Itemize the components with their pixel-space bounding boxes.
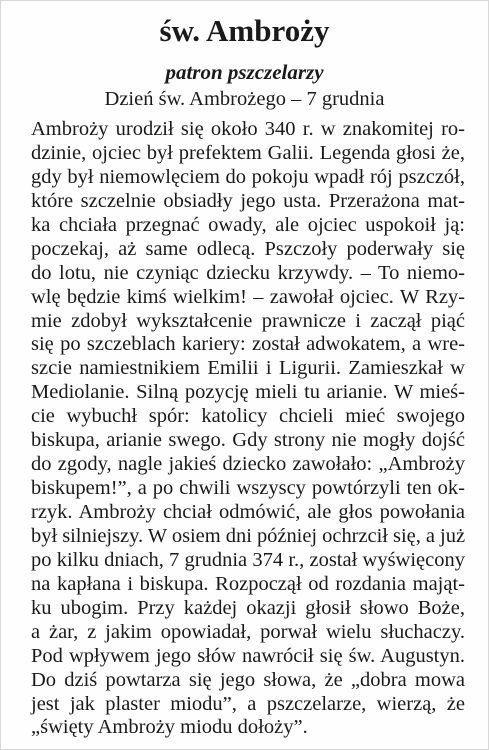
- text-line: biskupa, arianie swego. Gdy strony nie mogły dojść: [31, 429, 465, 452]
- text-line: do zgody, nagle jakieś dziecko zawołało: „Ambroży: [31, 453, 465, 476]
- body-text: [31, 118, 465, 740]
- text-line: wlę będzie kimś wielkim! – zawołał ojciec. W Rzy-: [31, 285, 465, 308]
- text-line: jest jak plaster miodu”, a pszczelarze, wierzą, że: [31, 692, 465, 715]
- text-line: po kilku dniach, 7 grudnia 374 r., został wyświęcony: [31, 548, 465, 571]
- text-line: cie wybuchł spór: katolicy chcieli mieć swojego: [31, 405, 465, 428]
- text-line: „święty Ambroży miodu dołoży”.: [31, 716, 308, 739]
- text-line: do lotu, nie czyniąc dziecku krzywdy. – To niemo-: [31, 261, 465, 284]
- text-line: ku ubogim. Przy każdej okazji głosił słowo Boże,: [31, 596, 465, 619]
- text-line: biskupem!”, a po chwili wszyscy powtórzyli ten ok-: [31, 477, 465, 500]
- text-line: był silniejszy. W osiem dni później ochrzcił się, a już: [31, 524, 466, 547]
- text-line: Pod wpływem jego słów nawrócił się św. Augustyn.: [31, 644, 465, 667]
- text-line: a żar, z jakim opowiadał, porwał wielu słuchaczy.: [31, 620, 465, 643]
- text-line: dzinie, ojciec był prefektem Galii. Legenda głosi że,: [31, 141, 465, 164]
- text-line: które szczelnie obsiadły jego usta. Przerażona mat-: [31, 189, 465, 212]
- page-title: św. Ambroży: [159, 13, 330, 48]
- text-line: Ambroży urodził się około 340 r. w znakomitej ro-: [31, 118, 465, 140]
- text-line: gdy był niemowlęciem do pokoju wpadł rój pszczół,: [31, 165, 465, 188]
- text-line: poczekaj, aż same odlecą. Pszczoły poderwały się: [31, 237, 465, 260]
- text-line: ka chciała przegnać owady, ale ojciec uspokoił ją:: [31, 213, 465, 236]
- text-line: mie zdobył wykształcenie prawnicze i zaczął piąć: [31, 309, 465, 332]
- text-line: Do dziś powtarza się jego słowa, że „dobra mowa: [31, 668, 465, 691]
- text-line: na kapłana i biskupa. Rozpoczął od rozdania mająt-: [31, 572, 465, 595]
- text-line: szcie namiestnikiem Emilii i Ligurii. Zamieszkał w: [31, 357, 465, 380]
- subtitle: patron pszczelarzy: [165, 60, 324, 84]
- text-line: Mediolanie. Silną pozycję mieli tu arianie. W mieś-: [31, 381, 465, 404]
- feast-date: Dzień św. Ambrożego – 7 grudnia: [104, 88, 385, 110]
- text-line: rzyk. Ambroży chciał odmówić, ale głos powołania: [31, 501, 465, 523]
- text-line: się po szczeblach kariery: został adwokatem, a wre-: [31, 333, 465, 356]
